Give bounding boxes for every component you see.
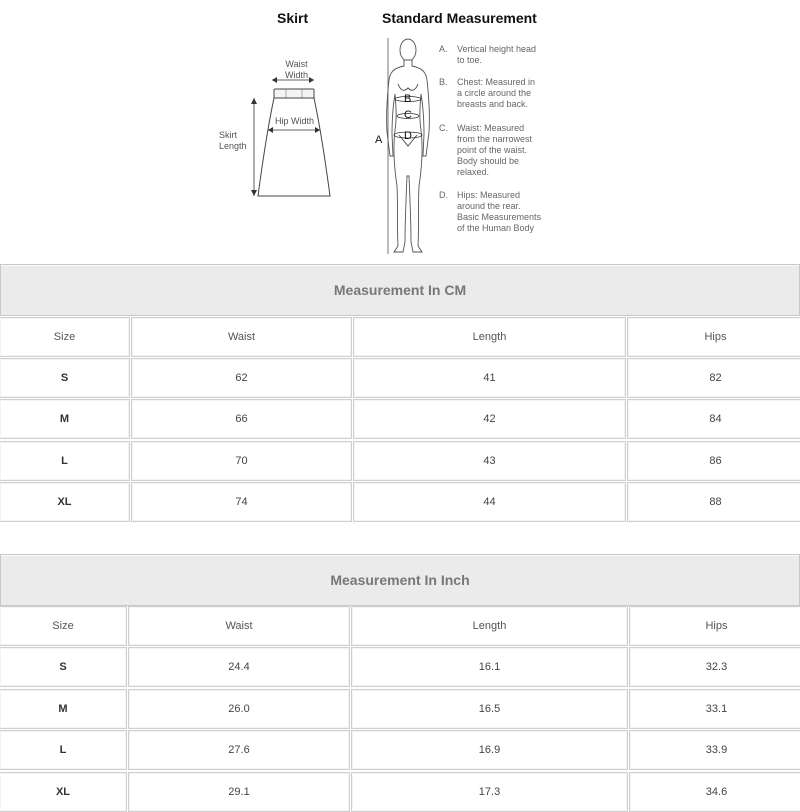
hips-cell: 32.3 bbox=[629, 647, 800, 687]
length-cell: 43 bbox=[353, 441, 626, 481]
length-cell: 42 bbox=[353, 399, 626, 439]
skirt-length-label-line1: Skirt bbox=[219, 130, 237, 140]
header-size: Size bbox=[0, 317, 130, 357]
legend-line: Chest: Measured in bbox=[457, 77, 536, 87]
legend-item-b bbox=[439, 77, 559, 113]
inch-measurement-table bbox=[0, 554, 800, 800]
inch-table-title: Measurement In Inch bbox=[0, 554, 800, 606]
waist-cell: 74 bbox=[131, 482, 352, 522]
legend-key: D. bbox=[439, 190, 448, 200]
legend-line: Hips: Measured bbox=[457, 190, 521, 200]
hips-cell: 82 bbox=[627, 358, 800, 398]
size-cell: M bbox=[0, 399, 130, 439]
legend-line: from the narrowest bbox=[457, 134, 533, 144]
legend-line: Basic Measurements bbox=[457, 212, 542, 222]
legend-item-d bbox=[439, 190, 559, 236]
letter-d: D bbox=[404, 130, 412, 142]
legend-line: Waist: Measured bbox=[457, 123, 525, 133]
cm-table-title: Measurement In CM bbox=[0, 264, 800, 316]
waist-width-label-line2: Width bbox=[285, 70, 309, 80]
header-length: Length bbox=[353, 317, 626, 357]
size-cell: S bbox=[0, 358, 130, 398]
waist-cell: 26.0 bbox=[128, 689, 350, 729]
legend-item-c bbox=[439, 123, 559, 179]
standard-measurement-title: Standard Measurement bbox=[382, 10, 537, 26]
header-waist: Waist bbox=[131, 317, 352, 357]
legend-line: of the Human Body bbox=[457, 223, 535, 233]
height-line bbox=[384, 36, 392, 258]
legend-line: to toe. bbox=[457, 55, 483, 65]
hips-cell: 34.6 bbox=[629, 772, 800, 812]
skirt-length-label-line2: Length bbox=[219, 141, 247, 151]
skirt-length-label bbox=[219, 130, 247, 152]
cm-measurement-table bbox=[0, 264, 800, 526]
waist-cell: 62 bbox=[131, 358, 352, 398]
length-cell: 16.1 bbox=[351, 647, 628, 687]
size-cell: XL bbox=[0, 772, 127, 812]
length-cell: 17.3 bbox=[351, 772, 628, 812]
hips-cell: 86 bbox=[627, 441, 800, 481]
header-length: Length bbox=[351, 606, 628, 646]
legend-line: breasts and back. bbox=[457, 99, 529, 109]
letter-a: A bbox=[375, 134, 383, 146]
size-cell: M bbox=[0, 689, 127, 729]
length-cell: 16.9 bbox=[351, 730, 628, 770]
legend-key: B. bbox=[439, 77, 448, 87]
size-cell: S bbox=[0, 647, 127, 687]
size-cell: L bbox=[0, 441, 130, 481]
header-hips: Hips bbox=[627, 317, 800, 357]
measurement-illustration bbox=[0, 0, 800, 262]
legend-key: C. bbox=[439, 123, 448, 133]
size-cell: XL bbox=[0, 482, 130, 522]
waist-cell: 66 bbox=[131, 399, 352, 439]
legend-key: A. bbox=[439, 44, 448, 54]
header-hips: Hips bbox=[629, 606, 800, 646]
waist-cell: 27.6 bbox=[128, 730, 350, 770]
header-size: Size bbox=[0, 606, 127, 646]
skirt-title: Skirt bbox=[277, 10, 309, 26]
hips-cell: 33.9 bbox=[629, 730, 800, 770]
letter-c: C bbox=[404, 109, 412, 121]
legend-line: relaxed. bbox=[457, 167, 490, 177]
legend-line: a circle around the bbox=[457, 88, 532, 98]
waist-width-label-line1: Waist bbox=[285, 59, 308, 69]
legend-line: around the rear. bbox=[457, 201, 521, 211]
length-cell: 16.5 bbox=[351, 689, 628, 729]
waist-cell: 70 bbox=[131, 441, 352, 481]
hips-cell: 88 bbox=[627, 482, 800, 522]
waist-width-label bbox=[285, 59, 308, 81]
legend-line: point of the waist. bbox=[457, 145, 528, 155]
waist-cell: 24.4 bbox=[128, 647, 350, 687]
length-cell: 44 bbox=[353, 482, 626, 522]
hips-cell: 84 bbox=[627, 399, 800, 439]
length-cell: 41 bbox=[353, 358, 626, 398]
legend-line: Body should be bbox=[457, 156, 520, 166]
header-waist: Waist bbox=[128, 606, 350, 646]
legend-item-a bbox=[439, 44, 559, 68]
hip-width-label: Hip Width bbox=[275, 116, 315, 126]
letter-b: B bbox=[404, 93, 412, 105]
legend-line: Vertical height head bbox=[457, 44, 537, 54]
hips-cell: 33.1 bbox=[629, 689, 800, 729]
waist-cell: 29.1 bbox=[128, 772, 350, 812]
size-cell: L bbox=[0, 730, 127, 770]
